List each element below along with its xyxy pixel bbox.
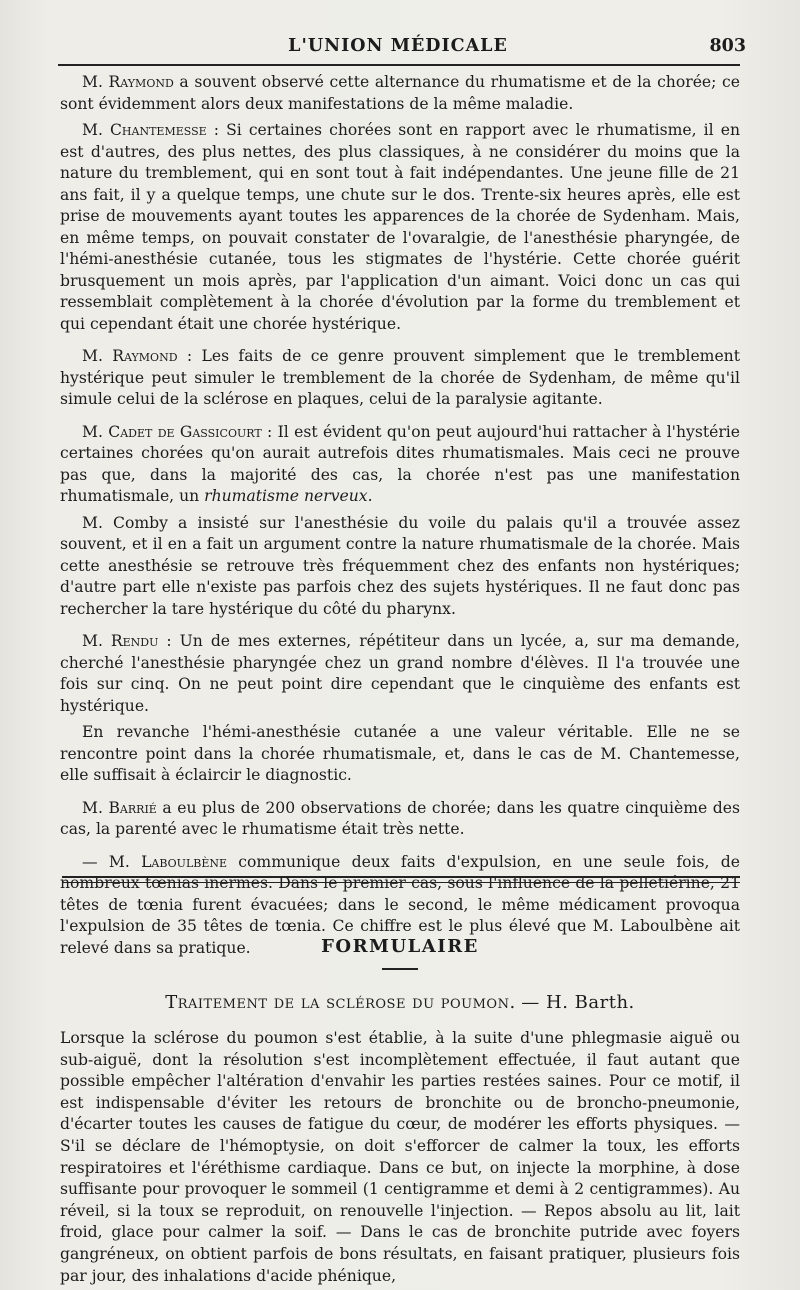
- speaker-name: — M. Laboulbène: [82, 852, 228, 871]
- page-number: 803: [709, 36, 746, 56]
- paragraph-text: a souvent observé cette alternance du rhumatisme et de la chorée; ce sont évidemment alors deux manifestations de la même maladie.: [60, 73, 740, 113]
- speaker-name: M. Barrié: [82, 798, 157, 817]
- paragraph-rendu: [60, 631, 740, 717]
- paragraph-text: a insisté sur l'anesthésie du voile du palais qu'il a trouvée assez souvent, et il en a fait un argument contre la nature rhumatismale de la chorée. Mais cette anesthésie se retrouve très fréquemment chez des enfants non hystériques; d'autre part elle n'existe pas parfois chez des sujets hystériques. Il ne faut donc pas rechercher la tare hystérique du côté du pharynx.: [60, 513, 740, 618]
- speaker-name: M. Raymond: [82, 347, 178, 365]
- paragraph-cadet-de-gassicourt: [60, 422, 740, 508]
- paragraph-text: : Il est évident qu'on peut aujourd'hui rattacher à l'hystérie certaines chorées qu'on aurait autrefois dites rhumatismales. Mais ceci ne prouve pas que, dans la majorité des cas, la chorée n'est pas une manifestation rhumatismale, un: [60, 422, 740, 505]
- paragraph-text: a eu plus de 200 observations de chorée; dans les quatre cinquième des cas, la parenté avec le rhumatisme était très nette.: [60, 798, 740, 838]
- paragraph-rendu-continued: [60, 722, 740, 787]
- article-title-text: Traitement de la sclérose du poumon.: [165, 992, 516, 1013]
- paragraph-text: communique deux faits d'expulsion, en une seule fois, de nombreux tœnias inermes. Dans le premier cas, sous l'influence de la pelletiérine, 21 têtes de tœnia furent évacuées; dans le second, le même médicament provoqua l'expulsion de 35 têtes de tœnia. Ce chiffre est le plus élevé que M. Laboulbène ait relevé dans sa pratique.: [60, 852, 740, 957]
- paragraph-text: : Si certaines chorées sont en rapport avec le rhumatisme, il en est d'autres, des plus nettes, des plus classiques, à ne considérer du moins que la nature du tremblement, qui en sont tout à fait indépendantes. Une jeune fille de 21 ans fait, il y a quelque temps, une chute sur le dos. Trente-six heures après, elle est prise de mouvements ayant toutes les apparences de la chorée de Sydenham. Mais, en même temps, on pouvait constater de l'ovaralgie, de l'anesthésie pharyngée, de l'hémi-anesthésie cutanée, tous les stigmates de l'hystérie. Cette chorée guérit brusquement un mois après, par l'application d'un aimant. Voici donc un cas qui ressemblait complètement à la chorée d'évolution par la forme du tremblement et qui cependant était une chorée hystérique.: [60, 121, 741, 333]
- section-divider: [62, 876, 740, 883]
- header-rule: [58, 64, 740, 66]
- speaker-name: M. Rendu: [82, 632, 159, 650]
- formulaire-paragraph: Lorsque la sclérose du poumon s'est établie, à la suite d'une phlegmasie aiguë ou sub-aiguë, dont la résolution s'est incomplètement effectuée, il faut autant que possible empêcher l'altération d'envahir les parties restées saines. Pour ce motif, il est indispensable d'éviter les retours de bronchite ou de broncho-pneumonie, d'écarter toutes les causes de fatigue du cœur, de modérer les efforts physiques. — S'il se déclare de l'hémoptysie, on doit s'efforcer de calmer la toux, les efforts respiratoires et l'éréthisme cardiaque. Dans ce but, on injecte la morphine, à dose suffisante pour provoquer le sommeil (1 centigramme et demi à 2 centigrammes). Au réveil, si la toux se reproduit, on renouvelle l'injection. — Repos absolu au lit, lait froid, glace pour calmer la soif. — Dans le cas de bronchite putride avec foyers gangréneux, on obtient parfois de bons résultats, en faisant pratiquer, plusieurs fois par jour, des inhalations d'acide phénique,: [60, 1029, 740, 1285]
- paragraph-text: En revanche l'hémi-anesthésie cutanée a une valeur véritable. Elle ne se rencontre point dans la chorée rhumatismale, et, dans le cas de M. Chantemesse, elle suffisait à éclaircir le diagnostic.: [60, 723, 740, 784]
- speaker-name: M. Chantemesse: [82, 121, 207, 139]
- page-header: [58, 36, 746, 66]
- discussion-section: [60, 72, 740, 970]
- paragraph-text: : Les faits de ce genre prouvent simplement que le tremblement hystérique peut simuler le tremblement de la chorée de Sydenham, de même qu'il simule celui de la sclérose en plaques, celui de la paralysie agitante.: [60, 347, 740, 408]
- speaker-name: M. Comby: [82, 513, 168, 532]
- title-dash: [382, 968, 418, 970]
- italic-term: rhumatisme nerveux.: [204, 487, 373, 505]
- section-title: FORMULAIRE: [321, 936, 479, 957]
- article-author: — H. Barth.: [521, 992, 635, 1013]
- article-title: [0, 992, 800, 1013]
- speaker-name: M. Raymond: [82, 73, 174, 91]
- speaker-name: M. Cadet de Gassicourt: [82, 422, 262, 441]
- paragraph-comby: [60, 513, 740, 621]
- paragraph-raymond-1: [60, 72, 740, 115]
- running-title: L'UNION MÉDICALE: [288, 36, 508, 56]
- paragraph-raymond-2: [60, 346, 740, 411]
- paragraph-barrie: [60, 798, 740, 841]
- formulaire-section: [60, 1028, 740, 1287]
- paragraph-text: : Un de mes externes, répétiteur dans un lycée, a, sur ma demande, cherché l'anesthésie pharyngée chez un grand nombre d'élèves. Il l'a trouvée une fois sur cinq. On ne peut point dire cependant que le cinquième des enfants est hystérique.: [60, 632, 740, 715]
- paragraph-chantemesse: [60, 120, 740, 335]
